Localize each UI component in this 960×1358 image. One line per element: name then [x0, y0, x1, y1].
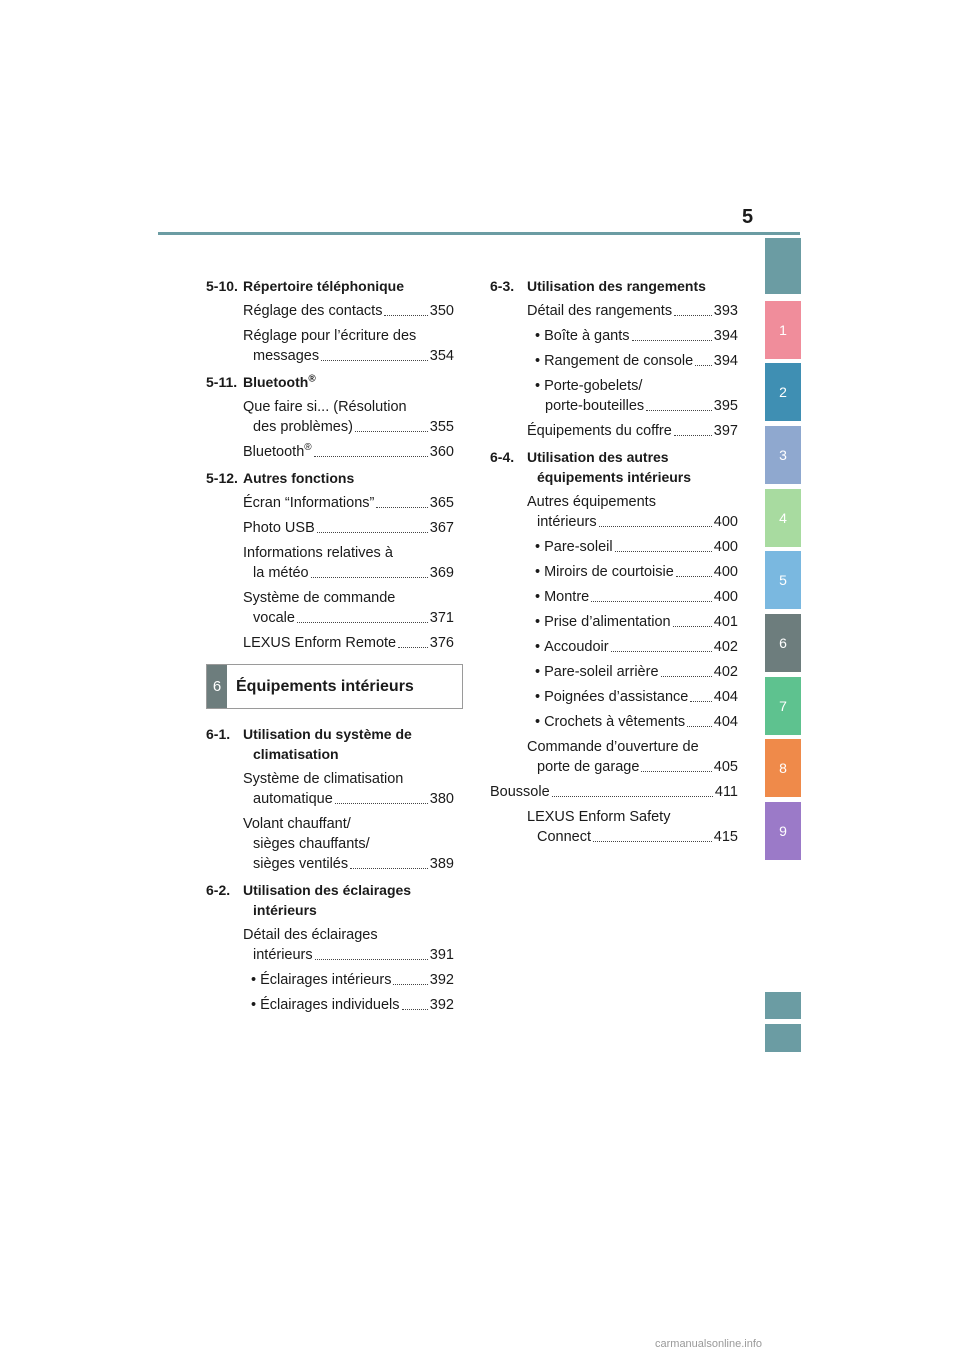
toc-entry[interactable] — [490, 301, 738, 321]
section-number: 6-3. — [490, 278, 515, 294]
bullet-icon: • — [251, 972, 257, 988]
entry-page: 394 — [713, 328, 738, 344]
entry-text: messages — [253, 348, 320, 364]
toc-entry[interactable] — [490, 351, 738, 371]
chapter-tab-5[interactable]: 5 — [765, 551, 801, 609]
section-title: Utilisation des autres — [527, 449, 669, 465]
entry-text: Bluetooth — [243, 444, 305, 460]
entry-page: 376 — [429, 635, 454, 651]
entry-page: 392 — [429, 972, 454, 988]
entry-text: des problèmes) — [253, 419, 353, 435]
chapter-tab-blank[interactable] — [765, 1024, 801, 1052]
entry-text: Boussole — [490, 784, 550, 800]
entry-text: Poignées d’assistance — [544, 689, 689, 705]
entry-page: 371 — [429, 610, 454, 626]
entry-page: 401 — [713, 614, 738, 630]
entry-text: Système de climatisation — [243, 771, 404, 787]
entry-text: Rangement de console — [544, 353, 694, 369]
toc-entry[interactable] — [490, 662, 738, 682]
toc-entry[interactable] — [490, 712, 738, 732]
entry-text: sièges ventilés — [253, 856, 349, 872]
entry-text: Équipements du coffre — [527, 423, 672, 439]
entry-page: 369 — [429, 565, 454, 581]
chapter-tab-7[interactable]: 7 — [765, 677, 801, 735]
entry-text: Éclairages individuels — [260, 997, 400, 1013]
bullet-icon: • — [535, 664, 541, 680]
entry-page: 400 — [713, 564, 738, 580]
chapter-number-badge: 6 — [207, 665, 227, 708]
toc-right-column — [490, 276, 738, 852]
toc-entry[interactable] — [490, 587, 738, 607]
toc-entry[interactable] — [206, 588, 454, 628]
section-heading — [206, 468, 454, 488]
chapter-tab-4[interactable]: 4 — [765, 489, 801, 547]
section-number: 5-11. — [206, 374, 238, 390]
entry-text: LEXUS Enform Remote — [243, 635, 397, 651]
entry-page: 391 — [429, 947, 454, 963]
header-rule — [158, 232, 800, 235]
section-number: 6-4. — [490, 449, 515, 465]
section-title: Utilisation des éclairages — [243, 882, 412, 898]
registered-mark: ® — [304, 442, 312, 454]
entry-page: 397 — [713, 423, 738, 439]
toc-entry[interactable] — [206, 543, 454, 583]
entry-page: 360 — [429, 444, 454, 460]
entry-page: 400 — [713, 589, 738, 605]
toc-entry[interactable] — [490, 807, 738, 847]
bullet-icon: • — [251, 997, 257, 1013]
entry-text: Écran “Informations” — [243, 495, 375, 511]
chapter-tab-blank[interactable] — [765, 238, 801, 294]
bullet-icon: • — [535, 714, 541, 730]
entry-text: Réglage des contacts — [243, 303, 383, 319]
page-number: 5 — [742, 206, 754, 228]
entry-text: Crochets à vêtements — [544, 714, 686, 730]
entry-text: Accoudoir — [544, 639, 609, 655]
entry-page: 394 — [713, 353, 738, 369]
toc-entry[interactable] — [490, 782, 738, 802]
entry-text: Porte-gobelets/ — [544, 378, 643, 394]
section-heading — [206, 724, 454, 764]
entry-page: 405 — [713, 759, 738, 775]
section-title: Utilisation du système de — [243, 726, 412, 742]
section-title: intérieurs — [253, 902, 317, 918]
entry-text: Miroirs de courtoisie — [544, 564, 674, 580]
entry-page: 380 — [429, 791, 454, 807]
entry-text: porte-bouteilles — [545, 398, 645, 414]
chapter-tab-8[interactable]: 8 — [765, 739, 801, 797]
toc-entry[interactable] — [490, 537, 738, 557]
entry-text: Connect — [537, 829, 592, 845]
toc-entry[interactable] — [490, 687, 738, 707]
section-title: Bluetooth — [243, 374, 309, 390]
toc-entry[interactable] — [490, 421, 738, 441]
entry-text: Prise d’alimentation — [544, 614, 671, 630]
entry-page: 395 — [713, 398, 738, 414]
chapter-tab-2[interactable]: 2 — [765, 363, 801, 421]
chapter-heading-box — [206, 664, 463, 709]
toc-entry[interactable] — [206, 633, 454, 653]
toc-entry[interactable] — [206, 397, 454, 437]
entry-page: 400 — [713, 539, 738, 555]
toc-entry[interactable] — [206, 326, 454, 366]
chapter-tab-3[interactable]: 3 — [765, 426, 801, 484]
section-title: climatisation — [253, 746, 339, 762]
toc-entry[interactable] — [490, 737, 738, 777]
section-heading — [206, 372, 454, 392]
entry-page: 354 — [429, 348, 454, 364]
bullet-icon: • — [535, 589, 541, 605]
watermark: carmanualsonline.info — [655, 1338, 763, 1350]
section-number: 5-12. — [206, 470, 238, 486]
toc-entry[interactable] — [206, 518, 454, 538]
entry-page: 402 — [713, 639, 738, 655]
section-number: 6-1. — [206, 726, 231, 742]
chapter-tab-9[interactable]: 9 — [765, 802, 801, 860]
entry-text: sièges chauffants/ — [253, 836, 370, 852]
chapter-title: Équipements intérieurs — [236, 677, 414, 695]
entry-text: Boîte à gants — [544, 328, 630, 344]
chapter-tab-blank[interactable] — [765, 992, 801, 1019]
bullet-icon: • — [535, 564, 541, 580]
entry-page: 402 — [713, 664, 738, 680]
entry-text: Autres équipements — [527, 494, 656, 510]
toc-left-column-lower — [206, 724, 454, 1020]
entry-page: 365 — [429, 495, 454, 511]
toc-entry[interactable] — [490, 562, 738, 582]
toc-entry[interactable] — [490, 326, 738, 346]
toc-entry[interactable] — [206, 301, 454, 321]
toc-entry[interactable] — [490, 637, 738, 657]
entry-page: 411 — [714, 784, 738, 800]
entry-text: Photo USB — [243, 520, 315, 536]
section-title: Répertoire téléphonique — [243, 278, 405, 294]
registered-mark: ® — [308, 373, 316, 385]
entry-text: la météo — [253, 565, 309, 581]
entry-text: Que faire si... (Résolution — [243, 399, 407, 415]
bullet-icon: • — [535, 614, 541, 630]
toc-entry[interactable] — [490, 376, 738, 416]
section-heading — [206, 880, 454, 920]
toc-entry[interactable] — [206, 995, 454, 1015]
chapter-tab-1[interactable]: 1 — [765, 301, 801, 359]
section-heading — [490, 276, 738, 296]
entry-page: 355 — [429, 419, 454, 435]
toc-entry[interactable] — [206, 925, 454, 965]
bullet-icon: • — [535, 639, 541, 655]
entry-text: Détail des rangements — [527, 303, 673, 319]
entry-page: 404 — [713, 714, 738, 730]
entry-text: intérieurs — [537, 514, 597, 530]
section-title: Utilisation des rangements — [527, 278, 706, 294]
entry-text: Commande d’ouverture de — [527, 739, 699, 755]
section-heading — [206, 276, 454, 296]
section-heading — [490, 447, 738, 487]
entry-text: Réglage pour l’écriture des — [243, 328, 417, 344]
chapter-tab-6[interactable]: 6 — [765, 614, 801, 672]
entry-page: 389 — [429, 856, 454, 872]
toc-entry[interactable] — [206, 442, 454, 462]
section-number: 5-10. — [206, 278, 238, 294]
entry-text: automatique — [253, 791, 333, 807]
entry-text: Informations relatives à — [243, 545, 393, 561]
toc-entry[interactable] — [206, 814, 454, 874]
entry-page: 367 — [429, 520, 454, 536]
entry-text: Détail des éclairages — [243, 927, 378, 943]
entry-page: 392 — [429, 997, 454, 1013]
section-number: 6-2. — [206, 882, 231, 898]
entry-page: 400 — [713, 514, 738, 530]
entry-page: 393 — [713, 303, 738, 319]
bullet-icon: • — [535, 328, 541, 344]
toc-entry[interactable] — [206, 970, 454, 990]
section-title: équipements intérieurs — [537, 469, 692, 485]
entry-text: intérieurs — [253, 947, 313, 963]
bullet-icon: • — [535, 539, 541, 555]
entry-text: Montre — [544, 589, 590, 605]
bullet-icon: • — [535, 353, 541, 369]
entry-text: LEXUS Enform Safety — [527, 809, 671, 825]
entry-text: Pare-soleil arrière — [544, 664, 659, 680]
entry-text: vocale — [253, 610, 295, 626]
entry-page: 415 — [713, 829, 738, 845]
bullet-icon: • — [535, 378, 541, 394]
entry-text: Pare-soleil — [544, 539, 613, 555]
toc-entry[interactable] — [206, 769, 454, 809]
entry-text: porte de garage — [537, 759, 640, 775]
toc-entry[interactable] — [490, 492, 738, 532]
entry-text: Volant chauffant/ — [243, 816, 351, 832]
entry-page: 404 — [713, 689, 738, 705]
toc-entry[interactable] — [490, 612, 738, 632]
bullet-icon: • — [535, 689, 541, 705]
entry-text: Système de commande — [243, 590, 396, 606]
toc-left-column — [206, 276, 454, 658]
entry-page: 350 — [429, 303, 454, 319]
toc-entry[interactable] — [206, 493, 454, 513]
section-title: Autres fonctions — [243, 470, 355, 486]
entry-text: Éclairages intérieurs — [260, 972, 392, 988]
